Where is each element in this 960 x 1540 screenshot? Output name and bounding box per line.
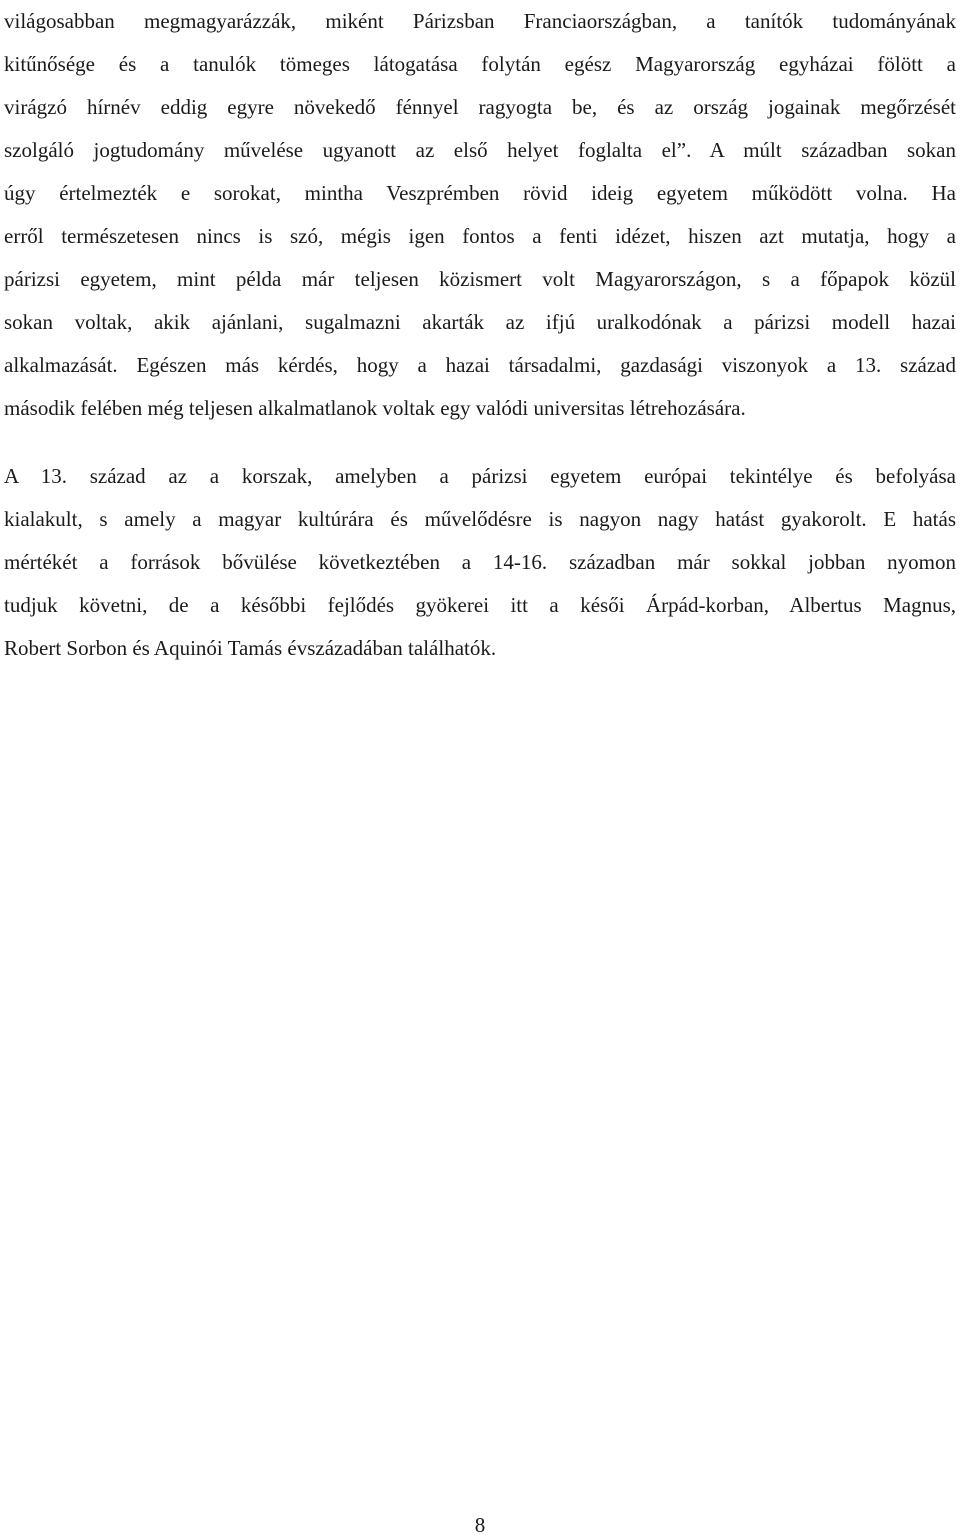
paragraph-spacer	[4, 430, 956, 455]
text-line: tudjuk követni, de a későbbi fejlődés gyökerei itt a késői Árpád-korban, Albertus Magnus,	[4, 593, 956, 617]
text-line: sokan voltak, akik ajánlani, sugalmazni akarták az ifjú uralkodónak a párizsi modell hazai	[4, 310, 956, 334]
text-line: második felében még teljesen alkalmatlanok voltak egy valódi universitas létrehozására.	[4, 396, 746, 420]
document-body	[4, 0, 956, 670]
text-line: erről természetesen nincs is szó, mégis igen fontos a fenti idézet, hiszen azt mutatja, hogy a	[4, 224, 956, 248]
text-line: virágzó hírnév eddig egyre növekedő fénnyel ragyogta be, és az ország jogainak megőrzését	[4, 95, 956, 119]
paragraph-1	[4, 0, 956, 430]
text-line: A 13. század az a korszak, amelyben a párizsi egyetem európai tekintélye és befolyása	[4, 464, 956, 488]
paragraph-2	[4, 455, 956, 670]
text-line: mértékét a források bővülése következtében a 14-16. században már sokkal jobban nyomon	[4, 550, 956, 574]
text-line: alkalmazását. Egészen más kérdés, hogy a hazai társadalmi, gazdasági viszonyok a 13. század	[4, 353, 956, 377]
text-line: úgy értelmezték e sorokat, mintha Veszprémben rövid ideig egyetem működött volna. Ha	[4, 181, 956, 205]
text-line: világosabban megmagyarázzák, miként Párizsban Franciaországban, a tanítók tudományának	[4, 9, 956, 33]
text-line: kitűnősége és a tanulók tömeges látogatása folytán egész Magyarország egyházai fölött a	[4, 52, 956, 76]
page-number: 8	[474, 1513, 486, 1537]
text-line: kialakult, s amely a magyar kultúrára és művelődésre is nagyon nagy hatást gyakorolt. E hatás	[4, 507, 956, 531]
text-line: Robert Sorbon és Aquinói Tamás évszázadában találhatók.	[4, 636, 497, 660]
text-line: szolgáló jogtudomány művelése ugyanott az első helyet foglalta el”. A múlt században sokan	[4, 138, 956, 162]
text-line: párizsi egyetem, mint példa már teljesen közismert volt Magyarországon, s a főpapok közül	[4, 267, 956, 291]
